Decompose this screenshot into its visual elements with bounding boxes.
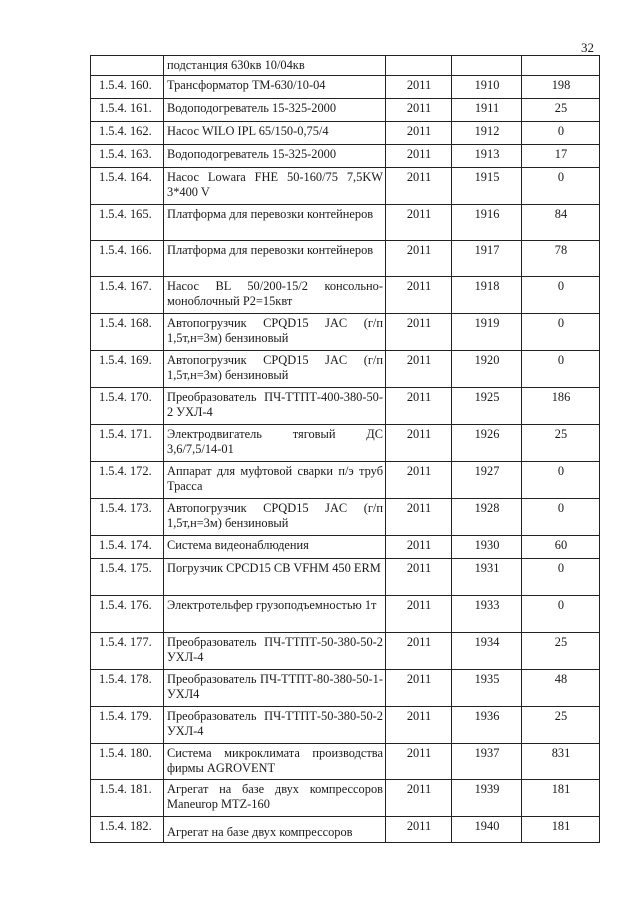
year-cell: 2011 [386, 205, 452, 241]
inventory-number-cell: 1913 [452, 145, 522, 168]
year-cell: 2011 [386, 744, 452, 780]
table-row [91, 499, 600, 536]
table-row [91, 559, 600, 596]
table-row [91, 744, 600, 780]
row-number-cell: 1.5.4. 179. [91, 707, 164, 744]
inventory-number-cell: 1940 [452, 817, 522, 843]
inventory-number-cell: 1917 [452, 241, 522, 277]
year-cell: 2011 [386, 425, 452, 462]
row-number-cell: 1.5.4. 168. [91, 314, 164, 351]
table-row [91, 536, 600, 559]
inventory-number-cell: 1925 [452, 388, 522, 425]
row-number-cell: 1.5.4. 166. [91, 241, 164, 277]
item-name-cell: Агрегат на базе двух компрессоров [164, 817, 386, 843]
inventory-number-cell: 1937 [452, 744, 522, 780]
item-name-cell: Насос BL 50/200-15/2 консольно-моноблочный Р2=15квт [164, 277, 386, 314]
year-cell: 2011 [386, 277, 452, 314]
table-row [91, 145, 600, 168]
row-number-cell: 1.5.4. 170. [91, 388, 164, 425]
year-cell: 2011 [386, 596, 452, 633]
row-number-cell: 1.5.4. 164. [91, 168, 164, 205]
row-number-cell: 1.5.4. 180. [91, 744, 164, 780]
row-number-cell: 1.5.4. 181. [91, 780, 164, 817]
year-cell: 2011 [386, 122, 452, 145]
row-number-cell: 1.5.4. 163. [91, 145, 164, 168]
table-row [91, 596, 600, 633]
quantity-cell: 48 [522, 670, 600, 707]
table-row [91, 462, 600, 499]
item-name-cell: Платформа для перевозки контейнеров [164, 241, 386, 277]
year-cell: 2011 [386, 817, 452, 843]
item-name-cell: Преобразователь ПЧ-ТТПТ-50-380-50-2 УХЛ-4 [164, 707, 386, 744]
table-row [91, 205, 600, 241]
quantity-cell: 60 [522, 536, 600, 559]
inventory-number-cell: 1920 [452, 351, 522, 388]
table-row [91, 76, 600, 99]
year-cell: 2011 [386, 559, 452, 596]
inventory-number-cell: 1930 [452, 536, 522, 559]
item-name-cell: Автопогрузчик CPQD15 JAC (г/п 1,5т,н=3м) бензиновый [164, 499, 386, 536]
quantity-cell: 181 [522, 780, 600, 817]
inventory-number-cell: 1939 [452, 780, 522, 817]
table-row [91, 707, 600, 744]
inventory-number-cell: 1919 [452, 314, 522, 351]
row-number-cell: 1.5.4. 169. [91, 351, 164, 388]
inventory-number-cell: 1933 [452, 596, 522, 633]
item-name-cell: Агрегат на базе двух компрессоров Maneurop MTZ-160 [164, 780, 386, 817]
quantity-cell: 25 [522, 707, 600, 744]
year-cell: 2011 [386, 99, 452, 122]
row-number-cell: 1.5.4. 173. [91, 499, 164, 536]
quantity-cell: 198 [522, 76, 600, 99]
row-number-cell: 1.5.4. 161. [91, 99, 164, 122]
table-row [91, 670, 600, 707]
inventory-number-cell: 1911 [452, 99, 522, 122]
year-cell: 2011 [386, 780, 452, 817]
row-number-cell: 1.5.4. 162. [91, 122, 164, 145]
table-row [91, 351, 600, 388]
continuation-row [91, 56, 600, 76]
quantity-cell: 0 [522, 122, 600, 145]
row-number-cell: 1.5.4. 175. [91, 559, 164, 596]
quantity-cell: 0 [522, 499, 600, 536]
item-name-cell: Водоподогреватель 15-325-2000 [164, 99, 386, 122]
quantity-cell: 0 [522, 559, 600, 596]
item-name-cell: Преобразователь ПЧ-ТТПТ-80-380-50-1- УХЛ4 [164, 670, 386, 707]
row-number-cell: 1.5.4. 160. [91, 76, 164, 99]
table-row [91, 388, 600, 425]
year-cell: 2011 [386, 536, 452, 559]
quantity-cell: 831 [522, 744, 600, 780]
row-number-cell: 1.5.4. 182. [91, 817, 164, 843]
item-name-cell: Водоподогреватель 15-325-2000 [164, 145, 386, 168]
inventory-number-cell: 1926 [452, 425, 522, 462]
year-cell: 2011 [386, 145, 452, 168]
inventory-number-cell: 1935 [452, 670, 522, 707]
continuation-name-cell: подстанция 630кв 10/04кв [164, 56, 386, 76]
quantity-cell: 25 [522, 633, 600, 670]
continuation-qty-cell [522, 56, 600, 76]
row-number-cell: 1.5.4. 165. [91, 205, 164, 241]
quantity-cell: 0 [522, 277, 600, 314]
table-row [91, 314, 600, 351]
row-number-cell: 1.5.4. 177. [91, 633, 164, 670]
quantity-cell: 186 [522, 388, 600, 425]
item-name-cell: Аппарат для муфтовой сварки п/э труб Трасса [164, 462, 386, 499]
inventory-number-cell: 1928 [452, 499, 522, 536]
table-row [91, 168, 600, 205]
quantity-cell: 17 [522, 145, 600, 168]
table-row [91, 241, 600, 277]
row-number-cell: 1.5.4. 174. [91, 536, 164, 559]
inventory-table-body [91, 56, 600, 843]
row-number-cell: 1.5.4. 172. [91, 462, 164, 499]
year-cell: 2011 [386, 388, 452, 425]
page-number: 32 [581, 40, 594, 55]
item-name-cell: Система видеонаблюдения [164, 536, 386, 559]
item-name-cell: Насос Lowara FHE 50-160/75 7,5KW 3*400 V [164, 168, 386, 205]
inventory-table [90, 55, 600, 843]
year-cell: 2011 [386, 351, 452, 388]
inventory-number-cell: 1934 [452, 633, 522, 670]
table-row [91, 122, 600, 145]
table-row [91, 633, 600, 670]
inventory-number-cell: 1931 [452, 559, 522, 596]
item-name-cell: Платформа для перевозки контейнеров [164, 205, 386, 241]
year-cell: 2011 [386, 670, 452, 707]
quantity-cell: 25 [522, 99, 600, 122]
continuation-num-cell [91, 56, 164, 76]
year-cell: 2011 [386, 76, 452, 99]
continuation-inv-cell [452, 56, 522, 76]
item-name-cell: Преобразователь ПЧ-ТТПТ-400-380-50-2 УХЛ-4 [164, 388, 386, 425]
quantity-cell: 0 [522, 314, 600, 351]
quantity-cell: 0 [522, 351, 600, 388]
table-row [91, 99, 600, 122]
quantity-cell: 78 [522, 241, 600, 277]
item-name-cell: Электротельфер грузоподъемностью 1т [164, 596, 386, 633]
year-cell: 2011 [386, 707, 452, 744]
item-name-cell: Автопогрузчик CPQD15 JAC (г/п 1,5т,н=3м) бензиновый [164, 314, 386, 351]
continuation-year-cell [386, 56, 452, 76]
quantity-cell: 0 [522, 596, 600, 633]
year-cell: 2011 [386, 241, 452, 277]
quantity-cell: 181 [522, 817, 600, 843]
item-name-cell: Автопогрузчик CPQD15 JAC (г/п 1,5т,н=3м) бензиновый [164, 351, 386, 388]
quantity-cell: 0 [522, 462, 600, 499]
year-cell: 2011 [386, 633, 452, 670]
year-cell: 2011 [386, 314, 452, 351]
inventory-number-cell: 1916 [452, 205, 522, 241]
row-number-cell: 1.5.4. 171. [91, 425, 164, 462]
row-number-cell: 1.5.4. 178. [91, 670, 164, 707]
inventory-number-cell: 1936 [452, 707, 522, 744]
year-cell: 2011 [386, 499, 452, 536]
table-row [91, 425, 600, 462]
year-cell: 2011 [386, 462, 452, 499]
item-name-cell: Трансформатор ТМ-630/10-04 [164, 76, 386, 99]
table-row [91, 817, 600, 843]
item-name-cell: Система микроклимата производства фирмы AGROVENT [164, 744, 386, 780]
item-name-cell: Насос WILO IPL 65/150-0,75/4 [164, 122, 386, 145]
row-number-cell: 1.5.4. 167. [91, 277, 164, 314]
item-name-cell: Электродвигатель тяговый ДС 3,6/7,5/14-01 [164, 425, 386, 462]
quantity-cell: 0 [522, 168, 600, 205]
table-row [91, 780, 600, 817]
item-name-cell: Преобразователь ПЧ-ТТПТ-50-380-50-2 УХЛ-4 [164, 633, 386, 670]
inventory-number-cell: 1915 [452, 168, 522, 205]
inventory-number-cell: 1912 [452, 122, 522, 145]
year-cell: 2011 [386, 168, 452, 205]
inventory-number-cell: 1927 [452, 462, 522, 499]
row-number-cell: 1.5.4. 176. [91, 596, 164, 633]
table-row [91, 277, 600, 314]
inventory-number-cell: 1910 [452, 76, 522, 99]
quantity-cell: 84 [522, 205, 600, 241]
item-name-cell: Погрузчик CPCD15 CB VFHM 450 ERM [164, 559, 386, 596]
quantity-cell: 25 [522, 425, 600, 462]
inventory-number-cell: 1918 [452, 277, 522, 314]
